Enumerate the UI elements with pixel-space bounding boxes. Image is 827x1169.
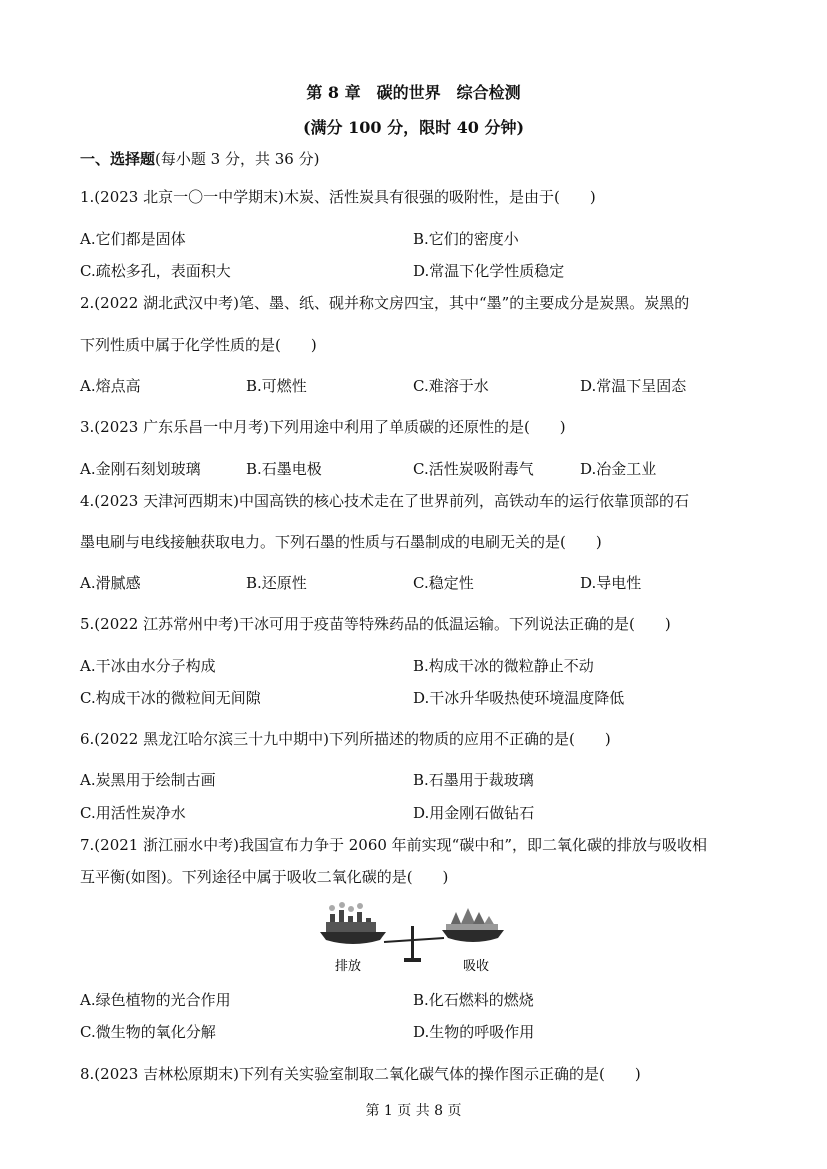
question-6-stem: 6.(2022 黑龙江哈尔滨三十九中期中)下列所描述的物质的应用不正确的是( ) [80, 730, 611, 748]
q3-option-d: D.冶金工业 [580, 460, 657, 478]
q2-option-c: C.难溶于水 [413, 377, 489, 395]
balance-base [404, 958, 421, 962]
q1-option-a: A.它们都是固体 [80, 230, 186, 248]
section-note: (每小题 3 分，共 36 分) [155, 150, 320, 168]
page-title: 第 8 章 碳的世界 综合检测 [306, 83, 521, 102]
q5-option-b: B.构成干冰的微粒静止不动 [413, 657, 594, 675]
question-1-stem: 1.(2023 北京一〇一中学期末)木炭、活性炭具有很强的吸附性，是由于( ) [80, 188, 596, 206]
carbon-balance-figure [318, 900, 508, 978]
section-label: 一、选择题 [80, 150, 156, 168]
q7-option-c: C.微生物的氧化分解 [80, 1023, 216, 1041]
question-3-stem: 3.(2023 广东乐昌一中月考)下列用途中利用了单质碳的还原性的是( ) [80, 418, 566, 436]
q4-option-a: A.滑腻感 [80, 574, 141, 592]
q6-option-b: B.石墨用于裁玻璃 [413, 771, 534, 789]
q2-option-d: D.常温下呈固态 [580, 377, 687, 395]
q7-option-a: A.绿色植物的光合作用 [80, 991, 231, 1009]
q2-option-b: B.可燃性 [246, 377, 307, 395]
label-absorption: 吸收 [462, 959, 490, 974]
q1-option-b: B.它们的密度小 [413, 230, 519, 248]
question-4-stem-line-2: 墨电刷与电线接触获取电力。下列石墨的性质与石墨制成的电刷无关的是( ) [80, 533, 602, 551]
question-7-stem-line-1: 7.(2021 浙江丽水中考)我国宣布力争于 2060 年前实现“碳中和”，即二氧化碳的排放与吸收相 [80, 836, 708, 854]
q4-option-d: D.导电性 [580, 574, 642, 592]
q6-option-c: C.用活性炭净水 [80, 804, 186, 822]
question-5-stem: 5.(2022 江苏常州中考)干冰可用于疫苗等特殊药品的低温运输。下列说法正确的是( ) [80, 615, 671, 633]
question-2-stem-line-1: 2.(2022 湖北武汉中考)笔、墨、纸、砚并称文房四宝，其中“墨”的主要成分是炭黑。炭黑的 [80, 294, 690, 312]
q6-option-a: A.炭黑用于绘制古画 [80, 771, 216, 789]
q6-option-d: D.用金刚石做钻石 [413, 804, 535, 822]
q3-option-c: C.活性炭吸附毒气 [413, 460, 534, 478]
q5-option-d: D.干冰升华吸热使环境温度降低 [413, 689, 625, 707]
q7-option-b: B.化石燃料的燃烧 [413, 991, 534, 1009]
q1-option-d: D.常温下化学性质稳定 [413, 262, 565, 280]
q4-option-c: C.稳定性 [413, 574, 474, 592]
q4-option-b: B.还原性 [246, 574, 307, 592]
page-subtitle: (满分 100 分，限时 40 分钟) [302, 118, 525, 137]
page-number: 第 1 页 共 8 页 [365, 1103, 462, 1119]
question-2-stem-line-2: 下列性质中属于化学性质的是( ) [80, 336, 317, 354]
right-pan [442, 930, 504, 942]
trees-icon [446, 908, 498, 930]
question-8-stem: 8.(2023 吉林松原期末)下列有关实验室制取二氧化碳气体的操作图示正确的是( ) [80, 1065, 641, 1083]
label-emission: 排放 [334, 959, 362, 974]
q3-option-a: A.金刚石刻划玻璃 [80, 460, 201, 478]
question-7-stem-line-2: 互平衡(如图)。下列途径中属于吸收二氧化碳的是( ) [80, 868, 449, 886]
question-4-stem-line-1: 4.(2023 天津河西期末)中国高铁的核心技术走在了世界前列，高铁动车的运行依靠顶部的石 [80, 492, 689, 510]
left-pan [320, 932, 386, 944]
q5-option-c: C.构成干冰的微粒间无间隙 [80, 689, 261, 707]
section-heading [80, 148, 319, 169]
factory-icon [326, 902, 376, 932]
q1-option-c: C.疏松多孔，表面积大 [80, 262, 231, 280]
q3-option-b: B.石墨电极 [246, 460, 322, 478]
q7-option-d: D.生物的呼吸作用 [413, 1023, 535, 1041]
q5-option-a: A.干冰由水分子构成 [80, 657, 216, 675]
q2-option-a: A.熔点高 [80, 377, 141, 395]
balance-stand [411, 926, 414, 960]
